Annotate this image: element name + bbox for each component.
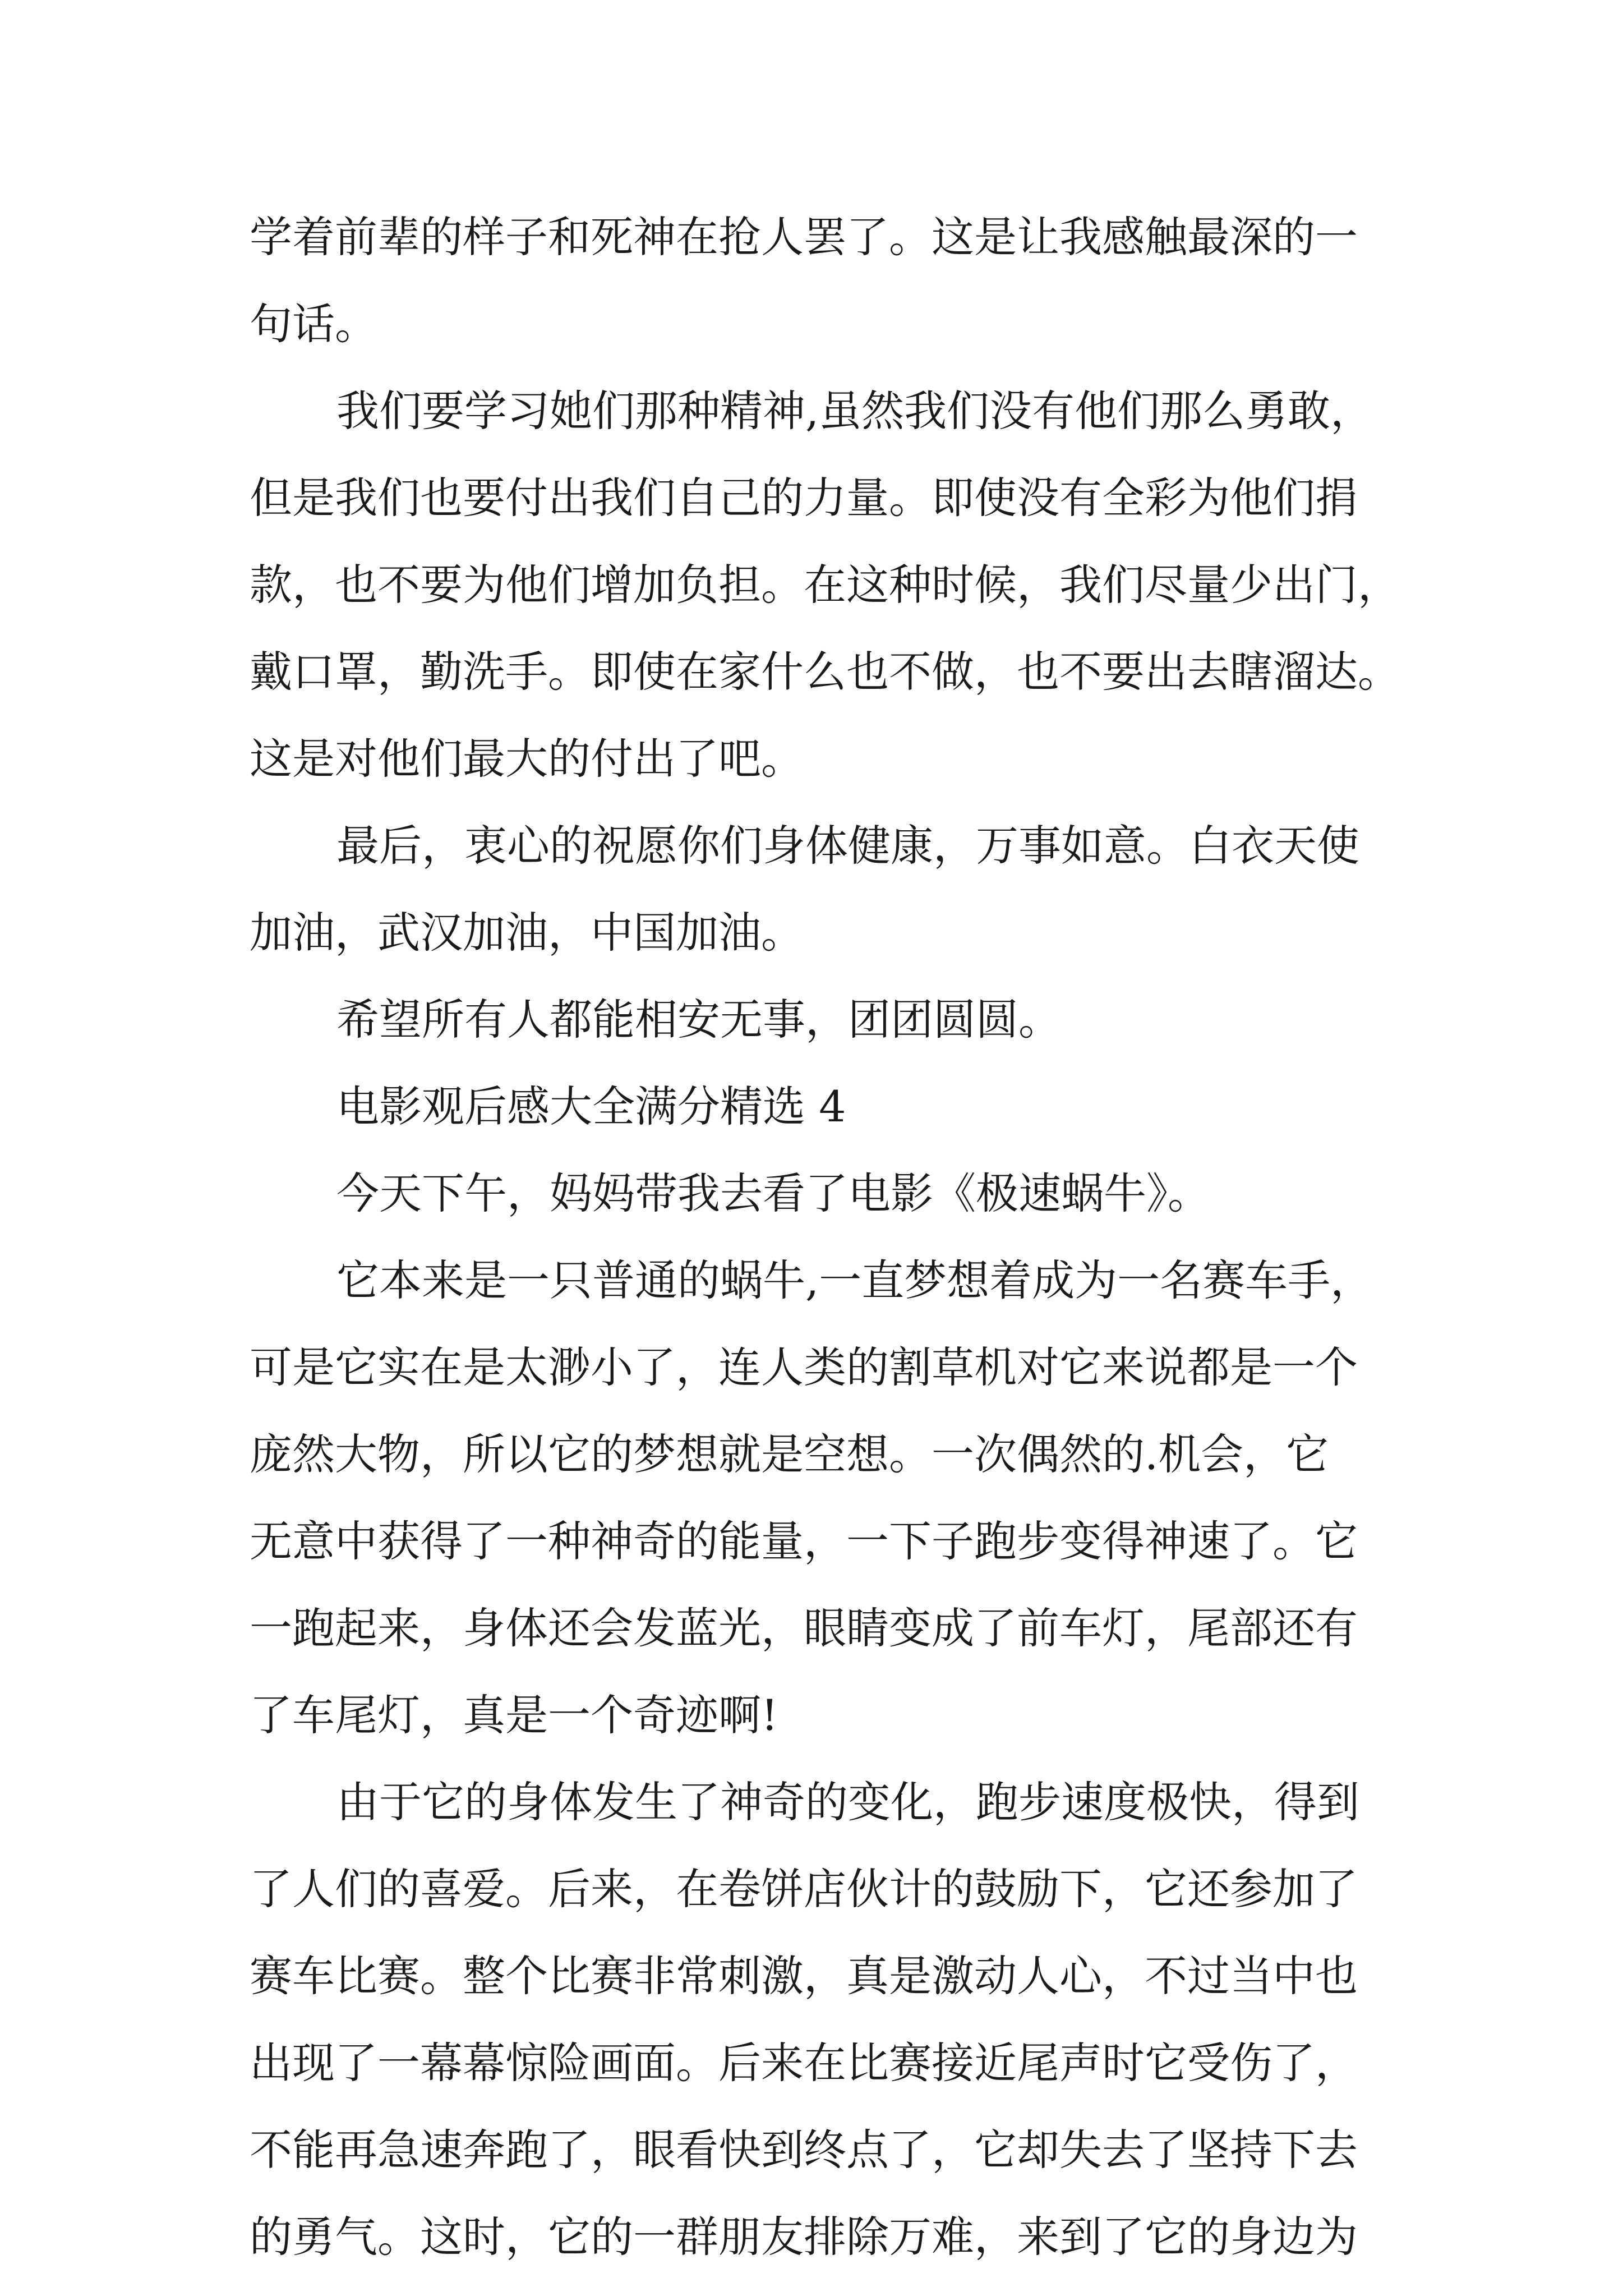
- text-line: 出现了一幕幕惊险画面。后来在比赛接近尾声时它受伤了，: [250, 2038, 1358, 2088]
- text-line: 它本来是一只普通的蜗牛,一直梦想着成为一名赛车手，: [336, 1255, 1373, 1305]
- text-line: 最后，衷心的祝愿你们身体健康，万事如意。白衣天使: [336, 821, 1359, 871]
- text-line: 了车尾灯，真是一个奇迹啊!: [250, 1690, 778, 1740]
- text-line: 希望所有人都能相安无事，团团圆圆。: [336, 995, 1061, 1045]
- text-line: 由于它的身体发生了神奇的变化，跑步速度极快，得到: [336, 1777, 1359, 1827]
- text-line: 不能再急速奔跑了，眼看快到终点了，它却失去了坚持下去: [250, 2125, 1358, 2175]
- text-line: 戴口罩，勤洗手。即使在家什么也不做，也不要出去瞎溜达。: [250, 647, 1400, 697]
- text-line: 加油，武汉加油，中国加油。: [250, 908, 804, 958]
- text-line: 我们要学习她们那种精神,虽然我们没有他们那么勇敢，: [336, 386, 1373, 436]
- text-line: 可是它实在是太渺小了，连人类的割草机对它来说都是一个: [250, 1342, 1358, 1392]
- text-line: 赛车比赛。整个比赛非常刺激，真是激动人心，不过当中也: [250, 1951, 1358, 2001]
- text-line: 无意中获得了一种神奇的能量，一下子跑步变得神速了。它: [250, 1516, 1358, 1566]
- text-line: 庞然大物，所以它的梦想就是空想。一次偶然的.机会，它: [250, 1429, 1329, 1479]
- text-line: 款，也不要为他们增加负担。在这种时候，我们尽量少出门，: [250, 560, 1400, 610]
- text-line: 了人们的喜爱。后来，在卷饼店伙计的鼓励下，它还参加了: [250, 1864, 1358, 1914]
- text-line: 的勇气。这时，它的一群朋友排除万难，来到了它的身边为: [250, 2212, 1358, 2262]
- text-line: 学着前辈的样子和死神在抢人罢了。这是让我感触最深的一: [250, 212, 1358, 262]
- text-line: 这是对他们最大的付出了吧。: [250, 734, 804, 784]
- text-line: 句话。: [250, 299, 377, 349]
- section-heading: 电影观后感大全满分精选 4: [336, 1082, 846, 1131]
- text-line: 一跑起来，身体还会发蓝光，眼睛变成了前车灯，尾部还有: [250, 1603, 1358, 1653]
- text-line: 但是我们也要付出我们自己的力量。即使没有全彩为他们捐: [250, 473, 1358, 523]
- text-line: 今天下午，妈妈带我去看了电影《极速蜗牛》。: [336, 1168, 1210, 1218]
